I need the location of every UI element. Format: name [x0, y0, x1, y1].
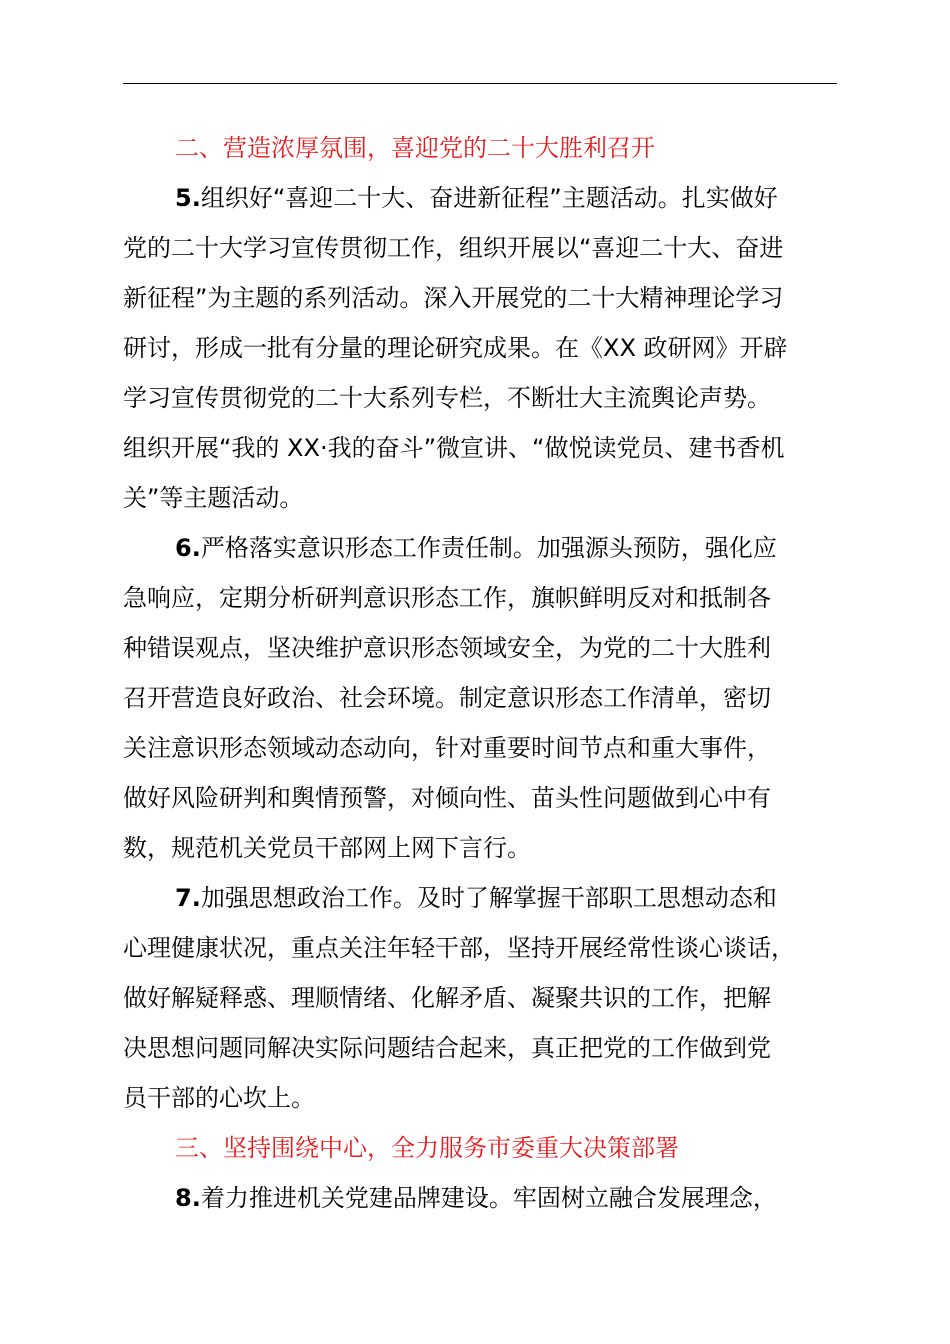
item-7-line-1: [175, 883, 777, 913]
item-7-line-4: 决思想问题同解决实际问题结合起来，真正把党的工作做到党: [123, 1034, 771, 1062]
item-5-line-3: 新征程”为主题的系列活动。深入开展党的二十大精神理论学习: [123, 284, 784, 312]
item-5-text: 组织好“喜迎二十大、奋进新征程”主题活动。扎实做好: [200, 184, 778, 212]
item-7-line-2: 心理健康状况，重点关注年轻干部，坚持开展经常性谈心谈话，: [123, 934, 795, 962]
item-6-line-4: 召开营造良好政治、社会环境。制定意识形态工作清单，密切: [123, 684, 771, 712]
item-6-number: 6.: [175, 534, 201, 562]
item-6-line-5: 关注意识形态领域动态动向，针对重要时间节点和重大事件，: [123, 734, 771, 762]
item-8-number: 8.: [175, 1184, 201, 1212]
item-7-number: 7.: [175, 884, 201, 912]
item-5-line-6: 组织开展“我的 XX·我的奋斗”微宣讲、“做悦读党员、建书香机: [123, 434, 785, 462]
item-5-line-1: [175, 183, 778, 213]
item-6-line-7: 数，规范机关党员干部网上网下言行。: [123, 834, 531, 862]
item-6-line-6: 做好风险研判和舆情预警，对倾向性、苗头性问题做到心中有: [123, 784, 771, 812]
item-6-line-2: 急响应，定期分析研判意识形态工作，旗帜鲜明反对和抵制各: [123, 584, 771, 612]
section-heading-2: 二、营造浓厚氛围，喜迎党的二十大胜利召开: [175, 134, 655, 162]
section-heading-3: 三、坚持围绕中心，全力服务市委重大决策部署: [175, 1134, 679, 1162]
item-7-text: 加强思想政治工作。及时了解掌握干部职工思想动态和: [200, 884, 777, 912]
item-5-line-2: 党的二十大学习宣传贯彻工作，组织开展以“喜迎二十大、奋进: [123, 234, 784, 262]
item-6-line-1: [175, 533, 777, 563]
item-7-line-5: 员干部的心坎上。: [123, 1084, 315, 1112]
item-7-line-3: 做好解疑释惑、理顺情绪、化解矛盾、凝聚共识的工作，把解: [123, 984, 771, 1012]
item-8-text: 着力推进机关党建品牌建设。牢固树立融合发展理念，: [200, 1184, 777, 1212]
item-5-line-4: 研讨，形成一批有分量的理论研究成果。在《XX 政研网》开辟: [123, 334, 788, 362]
header-rule: [123, 83, 837, 84]
item-5-line-7: 关”等主题活动。: [123, 484, 304, 512]
item-5-line-5: 学习宣传贯彻党的二十大系列专栏，不断壮大主流舆论声势。: [123, 384, 771, 412]
item-6-line-3: 种错误观点，坚决维护意识形态领域安全，为党的二十大胜利: [123, 634, 771, 662]
item-6-text: 严格落实意识形态工作责任制。加强源头预防，强化应: [200, 534, 777, 562]
item-8-line-1: [175, 1183, 777, 1213]
item-5-number: 5.: [175, 184, 201, 212]
